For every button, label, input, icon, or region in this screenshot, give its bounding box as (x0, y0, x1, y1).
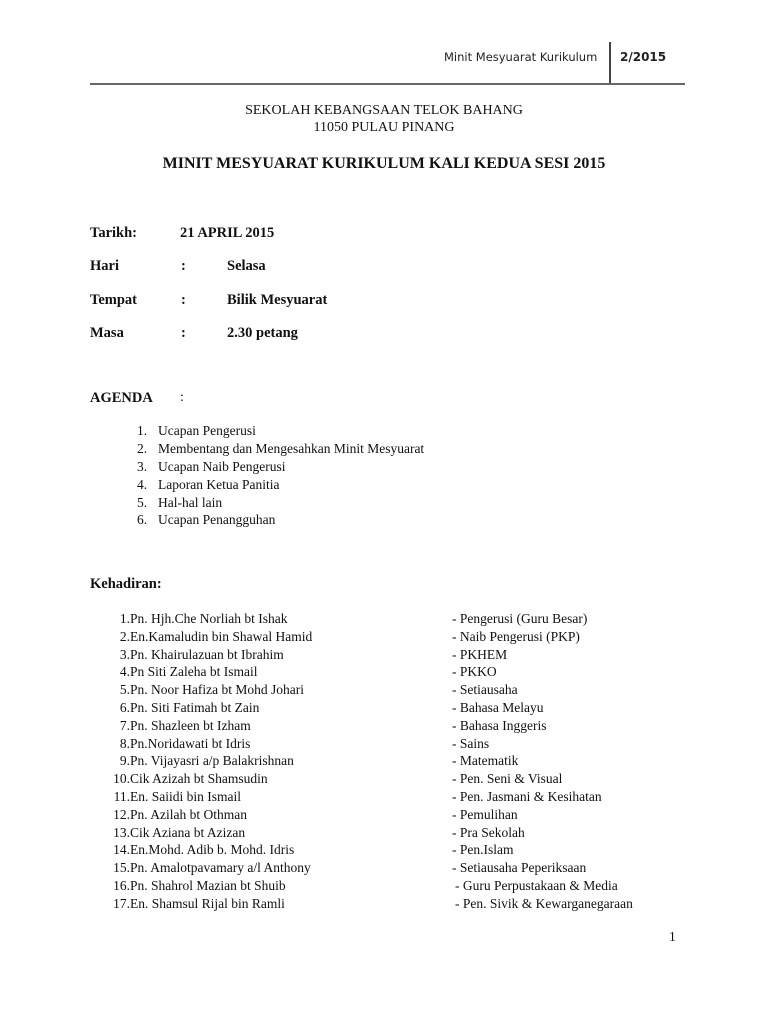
agenda-item-text: Ucapan Penangguhan (158, 512, 276, 528)
attendee-name: Cik Azizah bt Shamsudin (130, 771, 268, 787)
attendee-name: Pn.Noridawati bt Idris (130, 735, 251, 751)
agenda-item-text: Ucapan Pengerusi (158, 423, 256, 438)
header-separator (609, 42, 611, 84)
attendance-number: 7. (119, 717, 130, 733)
attendance-row (108, 736, 668, 754)
school-address: 11050 PULAU PINANG (313, 120, 455, 135)
attendee-role: - Pen. Sivik & Kewarganegaraan (455, 895, 633, 911)
attendance-number: 13. (113, 824, 130, 840)
attendance-number: 8. (119, 735, 130, 751)
attendance-number: 16. (113, 877, 130, 893)
meta-colon: : (181, 292, 186, 308)
attendee-name: Pn. Vijayasri a/p Balakrishnan (130, 753, 294, 769)
attendance-heading: Kehadiran: (90, 576, 162, 592)
agenda-item-number: 2. (137, 440, 148, 456)
meta-colon: : (181, 325, 186, 341)
meta-label: Tarikh: (90, 225, 138, 241)
agenda-item-number: 5. (137, 494, 148, 510)
attendee-name: Pn. Shazleen bt Izham (130, 717, 251, 733)
attendance-number: 15. (113, 860, 130, 876)
meta-label: Masa (90, 325, 124, 341)
attendee-name: En. Saiidi bin Ismail (130, 788, 241, 804)
attendance-row (108, 647, 668, 665)
document-title: MINIT MESYUARAT KURIKULUM KALI KEDUA SESI 2015 (162, 155, 606, 172)
attendee-name: Pn. Siti Fatimah bt Zain (130, 699, 260, 715)
attendee-role: - Naib Pengerusi (PKP) (452, 628, 580, 644)
attendance-row (108, 629, 668, 647)
meta-value: 21 APRIL 2015 (180, 225, 275, 241)
attendee-role: - Setiausaha Peperiksaan (452, 860, 587, 876)
attendee-role: - Matematik (452, 753, 519, 769)
attendee-role: - Setiausaha (452, 682, 518, 698)
agenda-item (137, 441, 424, 459)
agenda-item-number: 1. (137, 423, 148, 438)
agenda-list (137, 423, 424, 530)
attendance-row (108, 789, 668, 807)
attendance-number: 4. (119, 664, 130, 680)
header-rule (90, 83, 685, 85)
attendance-number: 17. (113, 895, 130, 911)
attendee-role: - Pen. Seni & Visual (452, 771, 563, 787)
attendee-name: Cik Aziana bt Azizan (130, 824, 246, 840)
attendance-row (108, 878, 668, 896)
attendance-row (108, 664, 668, 682)
attendance-row (108, 860, 668, 878)
meta-value: Selasa (227, 258, 266, 274)
attendee-name: Pn. Shahrol Mazian bt Shuib (130, 877, 286, 893)
attendee-role: - Sains (452, 735, 490, 751)
attendance-row (108, 896, 668, 914)
attendance-row (108, 825, 668, 843)
meta-colon: : (181, 258, 186, 274)
attendee-name: En.Kamaludin bin Shawal Hamid (130, 628, 313, 644)
attendee-role: - Guru Perpustakaan & Media (455, 877, 618, 893)
attendance-list (108, 611, 668, 914)
header-title: Minit Mesyuarat Kurikulum (444, 50, 598, 64)
agenda-item-number: 6. (137, 512, 148, 528)
attendee-name: En. Shamsul Rijal bin Ramli (130, 895, 285, 911)
meta-value: Bilik Mesyuarat (227, 292, 328, 308)
attendance-number: 10. (113, 771, 130, 787)
attendance-number: 11. (113, 788, 130, 804)
attendee-name: Pn. Azilah bt Othman (130, 806, 247, 822)
page-number: 1 (669, 929, 676, 944)
agenda-item-text: Ucapan Naib Pengerusi (158, 458, 286, 474)
school-name: SEKOLAH KEBANGSAAN TELOK BAHANG (245, 103, 523, 118)
attendance-row (108, 682, 668, 700)
attendee-role: - PKHEM (452, 646, 508, 662)
agenda-item (137, 459, 424, 477)
attendance-number: 9. (119, 753, 130, 769)
agenda-colon: : (180, 390, 184, 405)
header-page-ref: 2/2015 (620, 50, 667, 64)
agenda-item-text: Hal-hal lain (158, 494, 223, 510)
attendee-name: En.Mohd. Adib b. Mohd. Idris (130, 842, 295, 858)
attendance-number: 3. (119, 646, 130, 662)
attendee-name: Pn Siti Zaleha bt Ismail (130, 664, 258, 680)
agenda-item (137, 477, 424, 495)
attendance-number: 6. (119, 699, 130, 715)
attendee-role: - Bahasa Melayu (452, 699, 544, 715)
attendance-number: 2. (119, 628, 130, 644)
meta-label: Hari (90, 258, 119, 274)
attendee-role: - PKKO (452, 664, 497, 680)
agenda-item (137, 512, 424, 530)
meta-value: 2.30 petang (227, 325, 298, 341)
attendee-role: - Pemulihan (452, 806, 518, 822)
attendance-row (108, 771, 668, 789)
agenda-item-text: Membentang dan Mengesahkan Minit Mesyuarat (158, 440, 425, 456)
agenda-item-number: 4. (137, 476, 148, 492)
agenda-heading: AGENDA (90, 390, 153, 406)
meta-label: Tempat (90, 292, 137, 308)
agenda-item-text: Laporan Ketua Panitia (158, 476, 280, 492)
attendance-row (108, 718, 668, 736)
attendance-number: 12. (113, 806, 130, 822)
attendee-name: Pn. Amalotpavamary a/l Anthony (130, 860, 311, 876)
attendee-name: Pn. Hjh.Che Norliah bt Ishak (130, 611, 288, 626)
agenda-item-number: 3. (137, 458, 148, 474)
attendee-role: - Pen.Islam (452, 842, 514, 858)
attendance-row (108, 807, 668, 825)
attendee-name: Pn. Khairulazuan bt Ibrahim (130, 646, 284, 662)
attendee-role: - Pengerusi (Guru Besar) (452, 611, 588, 626)
attendance-number: 14. (113, 842, 130, 858)
attendance-number: 5. (119, 682, 130, 698)
attendance-row (108, 753, 668, 771)
attendance-row (108, 700, 668, 718)
attendee-role: - Pra Sekolah (452, 824, 525, 840)
attendee-role: - Pen. Jasmani & Kesihatan (452, 788, 602, 804)
attendance-row (108, 611, 668, 629)
attendee-role: - Bahasa Inggeris (452, 717, 547, 733)
attendance-number: 1. (119, 611, 130, 626)
agenda-item (137, 495, 424, 513)
attendee-name: Pn. Noor Hafiza bt Mohd Johari (130, 682, 304, 698)
agenda-item (137, 423, 424, 441)
attendance-row (108, 842, 668, 860)
